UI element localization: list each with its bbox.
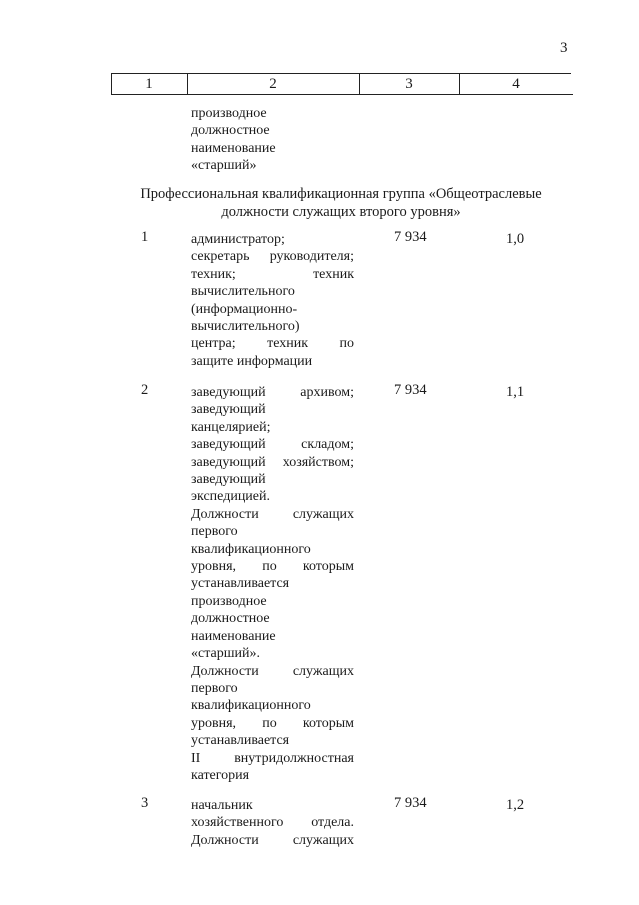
text-line: должностное [191, 123, 270, 139]
text-line [191, 715, 354, 732]
text-line [191, 471, 354, 488]
text-word: наименование [191, 628, 276, 644]
text-word: техник; [191, 266, 236, 282]
text-line [191, 832, 354, 849]
row-number: 1 [141, 229, 149, 245]
text-word: техник [313, 266, 354, 282]
text-word: внутридолжностная [234, 750, 354, 766]
continuation-text [191, 105, 354, 175]
text-line [191, 506, 354, 523]
header-bottom-rule [111, 94, 573, 95]
text-word: канцелярией; [191, 419, 271, 435]
row-number: 3 [141, 795, 149, 811]
row-number: 2 [141, 382, 149, 398]
text-line [191, 266, 354, 283]
text-word: по [262, 715, 277, 731]
text-line [191, 732, 354, 749]
text-line [191, 680, 354, 697]
text-line: наименование [191, 140, 276, 156]
text-word: уровня, [191, 559, 237, 575]
text-word: категория [191, 767, 250, 783]
text-word: должностное [191, 611, 270, 627]
row-salary: 7 934 [394, 229, 427, 245]
text-word: складом; [301, 437, 354, 453]
text-word: по [339, 336, 354, 352]
text-word: заведующий [191, 454, 266, 470]
text-line [191, 558, 354, 575]
text-word: квалификационного [191, 541, 311, 557]
text-word: секретарь [191, 249, 250, 265]
text-word: «старший». [191, 646, 260, 662]
text-line [191, 767, 354, 784]
text-line [191, 384, 354, 401]
text-word: вычислительного [191, 284, 295, 300]
text-word: заведующий [191, 385, 266, 400]
text-word: Должности [191, 663, 259, 679]
row-coefficient: 1,2 [506, 797, 525, 813]
text-line [191, 697, 354, 714]
text-line [191, 318, 354, 335]
text-word: по [262, 559, 277, 575]
text-line [191, 523, 354, 540]
row-coefficient: 1,1 [506, 384, 525, 400]
header-col-3: 3 [405, 76, 413, 92]
text-line [191, 797, 354, 814]
text-word: руководителя; [269, 249, 354, 265]
text-line [191, 814, 354, 831]
text-word: хозяйством; [282, 454, 354, 470]
header-col-4: 4 [512, 76, 520, 92]
text-word: Должности [191, 832, 259, 848]
text-word: производное [191, 593, 267, 609]
header-col-1: 1 [145, 76, 153, 92]
text-word: уровня, [191, 715, 237, 731]
text-word: заведующий [191, 472, 266, 488]
text-word: квалификационного [191, 698, 311, 714]
text-line [191, 231, 354, 248]
text-line [191, 353, 354, 370]
text-line: производное [191, 106, 267, 121]
row-coefficient: 1,0 [506, 231, 525, 247]
text-line [191, 593, 354, 610]
text-line [191, 750, 354, 767]
text-word: первого [191, 524, 238, 540]
text-word: начальник [191, 798, 253, 813]
group-title-line-2: должности служащих второго уровня» [221, 204, 461, 220]
text-line [191, 645, 354, 662]
row-salary: 7 934 [394, 382, 427, 398]
page-number: 3 [560, 40, 568, 56]
text-word: служащих [292, 506, 354, 522]
text-word: II [191, 750, 201, 766]
text-line [191, 248, 354, 265]
text-line [191, 488, 354, 505]
text-word: устанавливается [191, 733, 290, 749]
text-word: хозяйственного [191, 815, 284, 831]
text-line [191, 628, 354, 645]
text-word: техник [267, 336, 309, 352]
text-line [191, 663, 354, 680]
text-word: заведующий [191, 402, 266, 418]
group-title [118, 185, 564, 221]
text-word: экспедицией. [191, 489, 271, 505]
text-word: отдела. [311, 815, 354, 831]
text-word: которым [302, 559, 354, 575]
text-line [191, 283, 354, 300]
text-line [191, 575, 354, 592]
text-word: служащих [292, 663, 354, 679]
text-word: (информационно- [191, 301, 298, 317]
text-word: центра; [191, 336, 236, 352]
text-word: защите информации [191, 353, 313, 369]
text-word: заведующий [191, 437, 266, 453]
text-word: Должности [191, 506, 259, 522]
text-line [191, 541, 354, 558]
header-col-2: 2 [269, 76, 277, 92]
text-line [191, 419, 354, 436]
header-top-rule [111, 73, 571, 74]
text-line: «старший» [191, 158, 257, 174]
row-position-text [191, 384, 354, 784]
text-word: вычислительного) [191, 319, 300, 335]
text-line [191, 335, 354, 352]
table-header [111, 73, 573, 96]
text-word: устанавливается [191, 576, 290, 592]
text-word: служащих [292, 832, 354, 848]
row-position-text [191, 231, 354, 370]
row-salary: 7 934 [394, 795, 427, 811]
text-line [191, 436, 354, 453]
text-word: которым [302, 715, 354, 731]
text-line [191, 301, 354, 318]
text-line [191, 454, 354, 471]
text-line [191, 401, 354, 418]
text-word: первого [191, 680, 238, 696]
text-word: архивом; [300, 385, 354, 400]
text-line [191, 610, 354, 627]
group-title-line-1: Профессиональная квалификационная группа «Общеотраслевые [140, 186, 542, 202]
row-position-text [191, 797, 354, 849]
text-word: администратор; [191, 232, 285, 247]
